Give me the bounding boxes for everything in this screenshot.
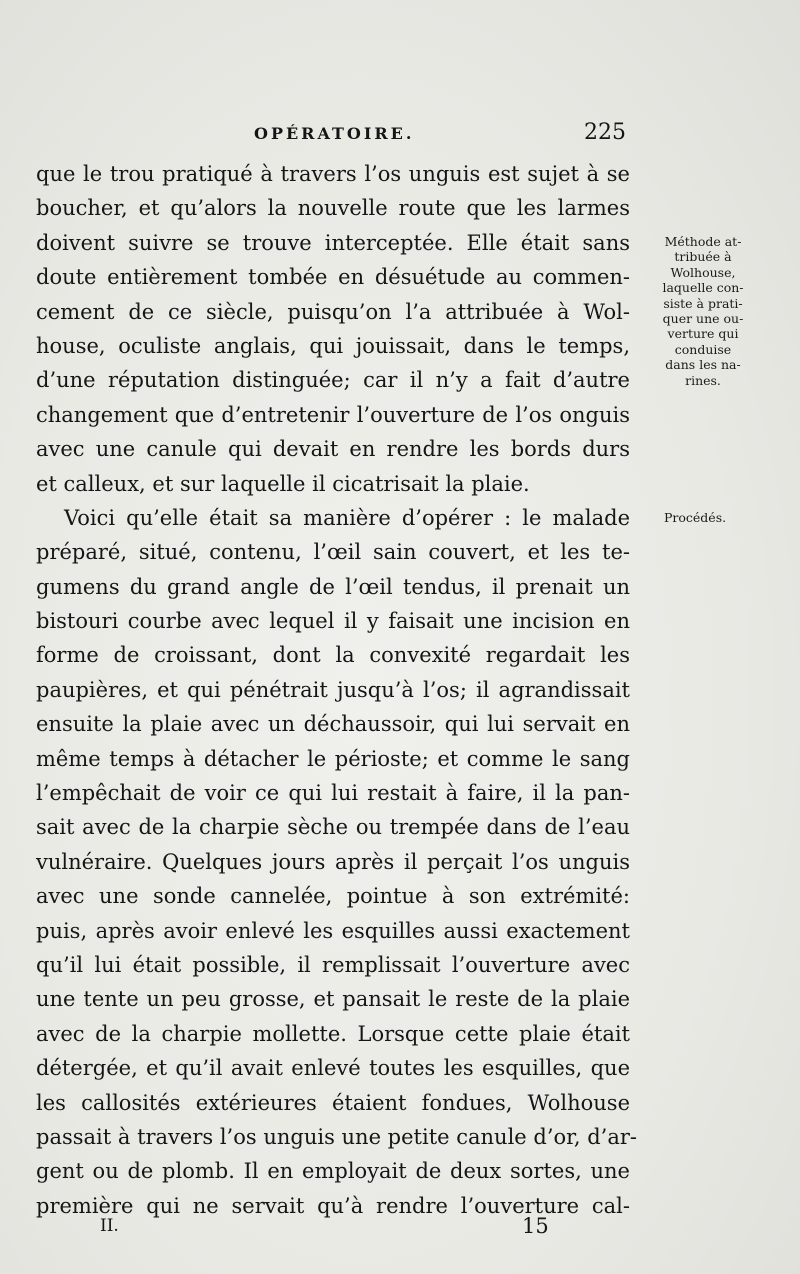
text-line: les callosités extérieures étaient fondues, Wolhouse	[36, 1090, 630, 1115]
text-line: doute entièrement tombée en désuétude au commen-	[36, 265, 630, 290]
text-line: puis, après avoir enlevé les esquilles aussi exactement	[36, 918, 630, 943]
margin-note-line: dans les na-	[665, 357, 741, 373]
text-line: une tente un peu grosse, et pansait le reste de la plaie	[36, 987, 630, 1012]
margin-note-line: conduise	[674, 341, 732, 357]
text-line: première qui ne servait qu’à rendre l’ouverture cal-	[36, 1193, 630, 1218]
text-line: bistouri courbe avec lequel il y faisait une incision en	[36, 609, 630, 634]
text-line: Voici qu’elle était sa manière d’opérer : le malade	[64, 505, 630, 530]
text-line: avec une sonde cannelée, pointue à son extrémité:	[36, 884, 630, 909]
margin-note-line: Méthode at-	[664, 234, 742, 249]
text-line: cement de ce siècle, puisqu’on l’a attribuée à Wol-	[36, 299, 630, 324]
text-line: changement que d’entretenir l’ouverture de l’os onguis	[36, 402, 630, 427]
text-line: avec une canule qui devait en rendre les bords durs	[36, 437, 630, 462]
text-line: boucher, et qu’alors la nouvelle route que les larmes	[36, 196, 630, 221]
running-head	[36, 120, 630, 150]
text-line: sait avec de la charpie sèche ou trempée dans de l’eau	[36, 815, 630, 840]
body-text	[36, 157, 638, 1223]
text-line: forme de croissant, dont la convexité regardait les	[36, 643, 630, 668]
margin-note-line: rines.	[685, 372, 721, 388]
text-line: préparé, situé, contenu, l’œil sain couvert, et les te-	[36, 540, 630, 565]
margin-note-procedures	[664, 510, 764, 525]
text-line: ensuite la plaie avec un déchaussoir, qui lui servait en	[36, 712, 630, 737]
text-line: même temps à détacher le périoste; et comme le sang	[36, 746, 630, 771]
margin-note-line: quer une ou-	[662, 311, 744, 327]
margin-note-line: laquelle con-	[662, 280, 744, 296]
text-line: que le trou pratiqué à travers l’os unguis est sujet à se	[36, 162, 630, 186]
text-line: doivent suivre se trouve interceptée. Elle était sans	[36, 230, 630, 255]
signature-number: 15	[522, 1214, 549, 1238]
margin-note-line: Wolhouse,	[670, 264, 736, 280]
running-title: OPÉRATOIRE.	[254, 124, 415, 143]
margin-note-line: verture qui	[667, 326, 739, 342]
signature-mark: II.	[100, 1216, 119, 1236]
margin-note-line: Procédés.	[664, 510, 727, 525]
text-line: détergée, et qu’il avait enlevé toutes les esquilles, que	[36, 1056, 630, 1081]
page-footer	[36, 1214, 630, 1244]
text-line: d’une réputation distinguée; car il n’y a fait d’autre	[36, 368, 630, 393]
text-line: house, oculiste anglais, qui jouissait, dans le temps,	[36, 333, 630, 358]
margin-note-line: tribuée à	[674, 249, 732, 265]
page-number: 225	[584, 120, 626, 145]
text-line: l’empêchait de voir ce qui lui restait à faire, il la pan-	[36, 781, 630, 806]
text-line: et calleux, et sur laquelle il cicatrisait la plaie.	[36, 471, 530, 496]
margin-note-method	[648, 234, 758, 388]
text-line: gent ou de plomb. Il en employait de deux sortes, une	[36, 1159, 630, 1184]
text-line: gumens du grand angle de l’œil tendus, il prenait un	[36, 574, 630, 599]
margin-note-line: siste à prati-	[663, 295, 743, 311]
text-line: passait à travers l’os unguis une petite canule d’or, d’ar-	[36, 1124, 638, 1149]
text-line: avec de la charpie mollette. Lorsque cette plaie était	[36, 1021, 630, 1046]
text-line: qu’il lui était possible, il remplissait l’ouverture avec	[36, 952, 630, 977]
text-line: vulnéraire. Quelques jours après il perçait l’os unguis	[36, 849, 630, 874]
text-line: paupières, et qui pénétrait jusqu’à l’os; il agrandissait	[36, 677, 630, 702]
